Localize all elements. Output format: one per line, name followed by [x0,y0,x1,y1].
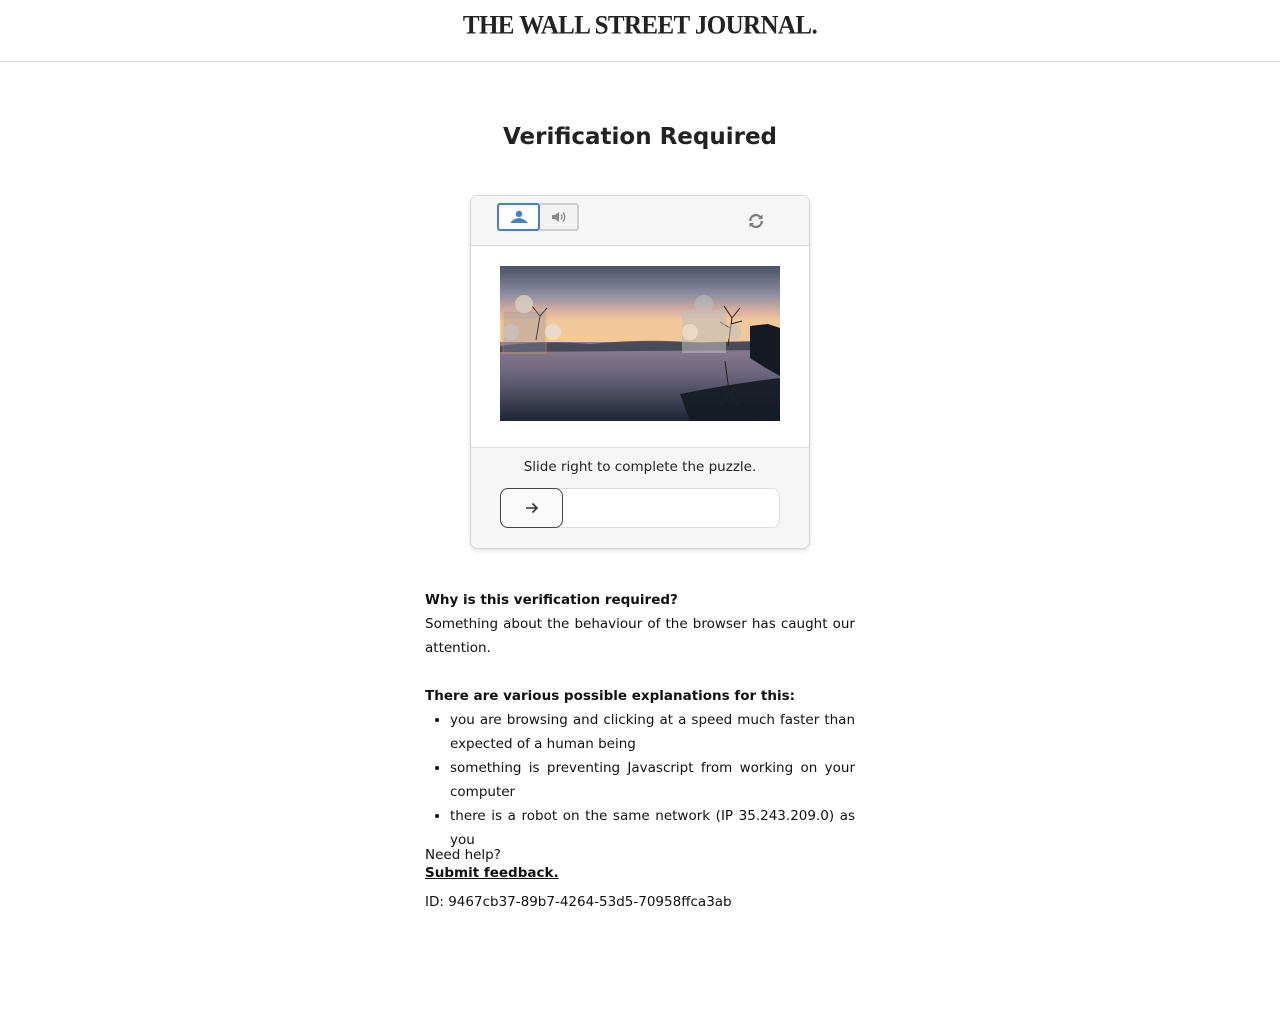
wsj-logo[interactable]: THE WALL STREET JOURNAL. [462,11,818,40]
list-item: • you are browsing and clicking at a speed much faster than expected of a human being [450,708,855,756]
need-help-label: Need help? [425,847,501,863]
captcha-body [471,246,809,448]
captcha-footer [471,448,809,548]
arrow-right-icon [525,502,539,514]
captcha-widget [470,195,810,549]
submit-feedback-link[interactable]: Submit feedback. [425,865,559,881]
image-icon [509,210,529,224]
slide-instruction: Slide right to complete the puzzle. [523,459,757,475]
help-section [425,846,855,882]
explanations-heading: There are various possible explanations for this: [425,688,796,704]
verification-info [425,588,855,852]
slider-handle[interactable] [500,488,563,528]
request-id: ID: 9467cb37-89b7-4264-53d5-70958ffca3ab [425,894,732,910]
puzzle-image [500,266,780,421]
why-text: Something about the behaviour of the browser has caught our attention. [425,616,855,656]
image-challenge-tab[interactable] [497,203,540,231]
explanations-list [425,708,855,852]
why-heading: Why is this verification required? [425,592,678,608]
audio-challenge-tab[interactable] [540,203,579,231]
refresh-icon [747,212,765,230]
top-bar [0,0,1280,62]
speaker-icon [551,210,567,224]
list-item: • something is preventing Javascript from working on your computer [450,756,855,804]
list-item: • there is a robot on the same network (IP 35.243.209.0) as you [450,804,855,852]
page-title: Verification Required [502,124,778,150]
captcha-header [471,196,809,246]
refresh-button[interactable] [745,210,767,232]
